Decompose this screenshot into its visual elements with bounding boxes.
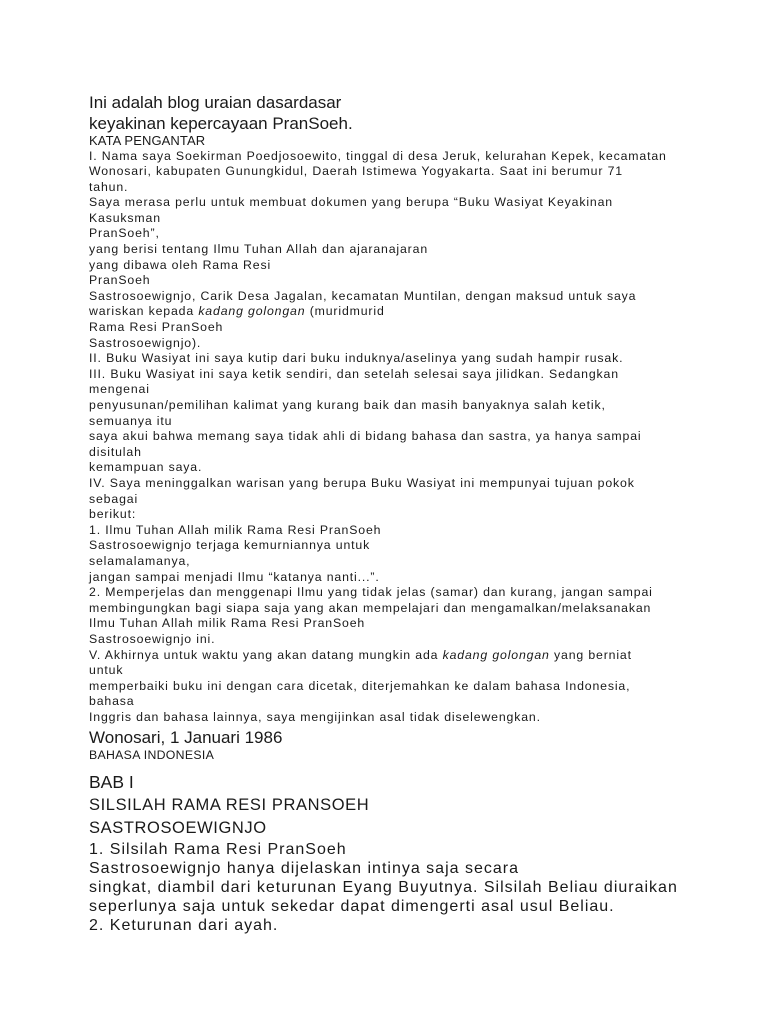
- paragraph-line: yang dibawa oleh Rama Resi: [89, 257, 272, 272]
- paragraph-line: PranSoeh: [89, 273, 151, 288]
- paragraph-line: Sastrosoewignjo).: [89, 335, 202, 350]
- paragraph-line: Ilmu Tuhan Allah milik Rama Resi PranSoeh: [89, 616, 366, 631]
- text-run: yang berniat: [549, 647, 632, 662]
- italic-term: kadang golongan: [198, 304, 306, 319]
- paragraph-line: saya akui bahwa memang saya tidak ahli di bidang bahasa dan sastra, ya hanya sampai: [89, 429, 642, 444]
- chapter-paragraph-line: singkat, diambil dari keturunan Eyang Buyutnya. Silsilah Beliau diuraikan: [89, 879, 678, 897]
- paragraph-line: Kasuksman: [89, 210, 161, 225]
- chapter-number: BAB I: [89, 772, 134, 793]
- chapter-title-line-1: SILSILAH RAMA RESI PRANSOEH: [89, 796, 370, 815]
- bab-section: [89, 771, 689, 935]
- italic-term: kadang golongan: [442, 647, 550, 662]
- paragraph-line: Rama Resi PranSoeh: [89, 320, 224, 335]
- paragraph-line: bahasa: [89, 694, 135, 709]
- intro-line-1: Ini adalah blog uraian dasardasar: [89, 93, 342, 112]
- paragraph-line: Sastrosoewignjo terjaga kemurniannya untuk: [89, 538, 371, 553]
- blog-intro: [89, 92, 689, 134]
- paragraph-line: sebagai: [89, 491, 139, 506]
- text-run: (muridmurid: [305, 304, 385, 319]
- paragraph-line: Sastrosoewignjo ini.: [89, 631, 216, 646]
- paragraph-line: I. Nama saya Soekirman Poedjosoewito, tinggal di desa Jeruk, kelurahan Kepek, kecamatan: [89, 148, 667, 163]
- kata-pengantar-section: [89, 134, 689, 725]
- paragraph-line: disitulah: [89, 444, 142, 459]
- intro-line-2: keyakinan kepercayaan PranSoeh.: [89, 114, 353, 133]
- paragraph-line: IV. Saya meninggalkan warisan yang berupa Buku Wasiyat ini mempunyai tujuan pokok: [89, 475, 635, 490]
- paragraph-line: semuanya itu: [89, 413, 173, 428]
- paragraph-line: 2. Memperjelas dan menggenapi Ilmu yang tidak jelas (samar) dan kurang, jangan sampai: [89, 585, 653, 600]
- paragraph-line: jangan sampai menjadi Ilmu “katanya nanti...”.: [89, 569, 380, 584]
- paragraph-line: III. Buku Wasiyat ini saya ketik sendiri, dan setelah selesai saya jilidkan. Sedangkan: [89, 366, 619, 381]
- chapter-title-line-2: SASTROSOEWIGNJO: [89, 819, 267, 838]
- paragraph-line: kemampuan saya.: [89, 460, 203, 475]
- paragraph-line-v: [89, 648, 689, 664]
- document-page: [89, 92, 689, 935]
- paragraph-line: II. Buku Wasiyat ini saya kutip dari buku induknya/aselinya yang sudah hampir rusak.: [89, 351, 624, 366]
- chapter-paragraph-line: 2. Keturunan dari ayah.: [89, 917, 279, 935]
- paragraph-line: tahun.: [89, 179, 129, 194]
- dateline: Wonosari, 1 Januari 1986: [89, 728, 283, 748]
- paragraph-line: memperbaiki buku ini dengan cara dicetak, diterjemahkan ke dalam bahasa Indonesia,: [89, 678, 631, 693]
- paragraph-line: membingungkan bagi siapa saja yang akan mempelajari dan mengamalkan/melaksanakan: [89, 600, 652, 615]
- chapter-paragraph-line: 1. Silsilah Rama Resi PranSoeh: [89, 841, 347, 859]
- paragraph-line: penyusunan/pemilihan kalimat yang kurang baik dan masih banyaknya salah ketik,: [89, 398, 606, 412]
- paragraph-line: untuk: [89, 663, 124, 678]
- chapter-paragraph-line: Sastrosoewignjo hanya dijelaskan intinya saja secara: [89, 860, 519, 878]
- paragraph-line: mengenai: [89, 382, 150, 397]
- chapter-paragraph-line: seperlunya saja untuk sekedar dapat dimengerti asal usul Beliau.: [89, 898, 615, 916]
- paragraph-line: PranSoeh”,: [89, 226, 160, 241]
- paragraph-line: berikut:: [89, 507, 137, 522]
- paragraph-line-wariskan: [89, 304, 689, 320]
- language-label: BAHASA INDONESIA: [89, 748, 215, 763]
- paragraph-line: Sastrosoewignjo, Carik Desa Jagalan, kecamatan Muntilan, dengan maksud untuk saya: [89, 288, 637, 303]
- paragraph-line: yang berisi tentang Ilmu Tuhan Allah dan ajaranajaran: [89, 242, 429, 257]
- paragraph-line: Saya merasa perlu untuk membuat dokumen yang berupa “Buku Wasiyat Keyakinan: [89, 195, 613, 210]
- text-run: V. Akhirnya untuk waktu yang akan datang mungkin ada: [89, 647, 443, 662]
- section-title: KATA PENGANTAR: [89, 133, 206, 148]
- paragraph-line: selamalamanya,: [89, 553, 191, 568]
- paragraph-line: 1. Ilmu Tuhan Allah milik Rama Resi PranSoeh: [89, 522, 382, 537]
- paragraph-line: Wonosari, kabupaten Gunungkidul, Daerah Istimewa Yogyakarta. Saat ini berumur 71: [89, 164, 623, 179]
- paragraph-line: Inggris dan bahasa lainnya, saya mengijinkan asal tidak diselewengkan.: [89, 709, 541, 724]
- text-run: wariskan kepada: [89, 304, 199, 319]
